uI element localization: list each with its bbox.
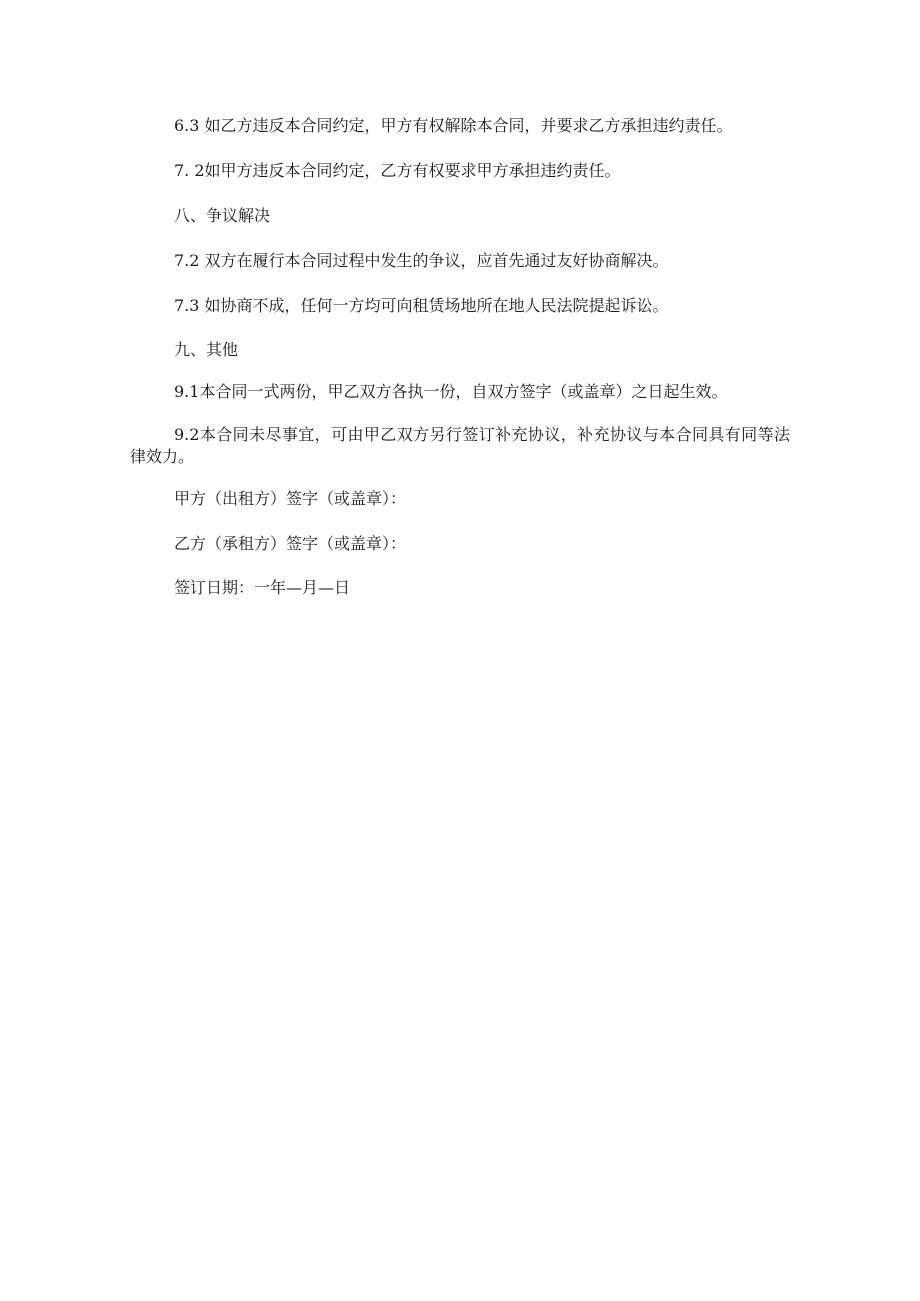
party-a-signature-line: 甲方（出租方）签字（或盖章）： bbox=[174, 489, 407, 508]
section-heading-other: 九、其他 bbox=[174, 340, 239, 359]
clause-7-3-litigation: 7.3 如协商不成，任何一方均可向租赁场地所在地人民法院提起诉讼。 bbox=[174, 296, 669, 315]
clause-9-1: 9.1本合同一式两份，甲乙双方各执一份，自双方签字（或盖章）之日起生效。 bbox=[174, 382, 728, 401]
signing-date-line: 签订日期：一年—月—日 bbox=[174, 578, 351, 597]
clause-7-2-party-a-breach: 7. 2如甲方违反本合同约定，乙方有权要求甲方承担违约责任。 bbox=[174, 161, 621, 180]
party-b-signature-line: 乙方（承租方）签字（或盖章）： bbox=[174, 534, 407, 553]
clause-7-2-negotiation: 7.2 双方在履行本合同过程中发生的争议，应首先通过友好协商解决。 bbox=[174, 251, 669, 270]
clause-9-2: 9.2本合同未尽事宜，可由甲乙双方另行签订补充协议，补充协议与本合同具有同等法律效力。 bbox=[130, 425, 790, 466]
clause-6-3: 6.3 如乙方违反本合同约定，甲方有权解除本合同，并要求乙方承担违约责任。 bbox=[174, 116, 733, 135]
section-heading-dispute-resolution: 八、争议解决 bbox=[174, 206, 271, 225]
